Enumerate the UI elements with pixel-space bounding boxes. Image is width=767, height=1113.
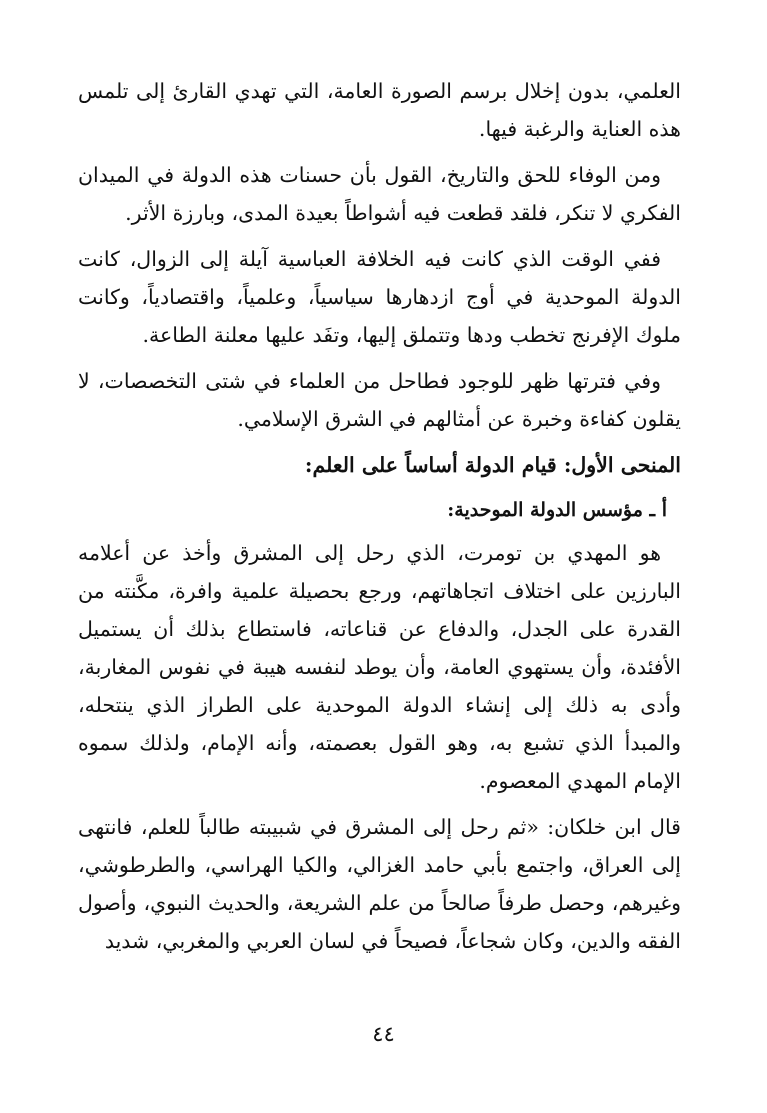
paragraph-scholars: وفي فترتها ظهر للوجود فطاحل من العلماء في شتى التخصصات، لا يقلون كفاءة وخبرة عن أمثالهم في الشرق الإسلامي. (78, 369, 681, 431)
page-number: ٤٤ (372, 1022, 395, 1046)
section-heading: المنحى الأول: قيام الدولة أساساً على العلم: (304, 453, 681, 477)
paragraph-state-merits: ومن الوفاء للحق والتاريخ، القول بأن حسنات هذه الدولة في الميدان الفكري لا تنكر، فلقد قطعت فيه أشواطاً بعيدة المدى، وبارزة الأثر. (78, 163, 681, 225)
paragraph-mahdi-ibn-tumart: هو المهدي بن تومرت، الذي رحل إلى المشرق وأخذ عن أعلامه البارزين على اختلاف اتجاهاتهم، ورجع بحصيلة علمية وافرة، مكَّنته من القدرة على الجدل، والدفاع عن قناعاته، فاستطاع بذلك أن يستميل الأفئدة، وأن يستهوي العامة، وأن يوطد لنفسه هيبة في نفوس المغاربة، وأدى به ذلك إلى إنشاء الدولة الموحدية على الطراز الذي ينتحله، والمبدأ الذي تشبع به، وهو القول بعصمته، وأنه الإمام، ولذلك سموه الإمام المهدي المعصوم. (78, 541, 681, 793)
paragraph-ibn-khallikan-quote: قال ابن خلكان: «ثم رحل إلى المشرق في شبيبته طالباً للعلم، فانتهى إلى العراق، واجتمع بأبي حامد الغزالي، والكيا الهراسي، والطرطوشي، وغيرهم، وحصل طرفاً صالحاً من علم الشريعة، والحديث النبوي، وأصول الفقه والدين، وكان شجاعاً، فصيحاً في لسان العربي والمغربي، شديد (78, 815, 681, 953)
section-subheading: أ ـ مؤسس الدولة الموحدية: (447, 499, 667, 521)
page-body (78, 72, 681, 968)
paragraph-continuation: العلمي، بدون إخلال برسم الصورة العامة، التي تهدي القارئ إلى تلمس هذه العناية والرغبة فيها. (78, 79, 681, 141)
paragraph-abbasid-decline: ففي الوقت الذي كانت فيه الخلافة العباسية آيلة إلى الزوال، كانت الدولة الموحدية في أوج ازدهارها سياسياً، وعلمياً، واقتصادياً، وكانت ملوك الإفرنج تخطب ودها وتتملق إليها، وتفَد عليها معلنة الطاعة. (78, 247, 681, 347)
